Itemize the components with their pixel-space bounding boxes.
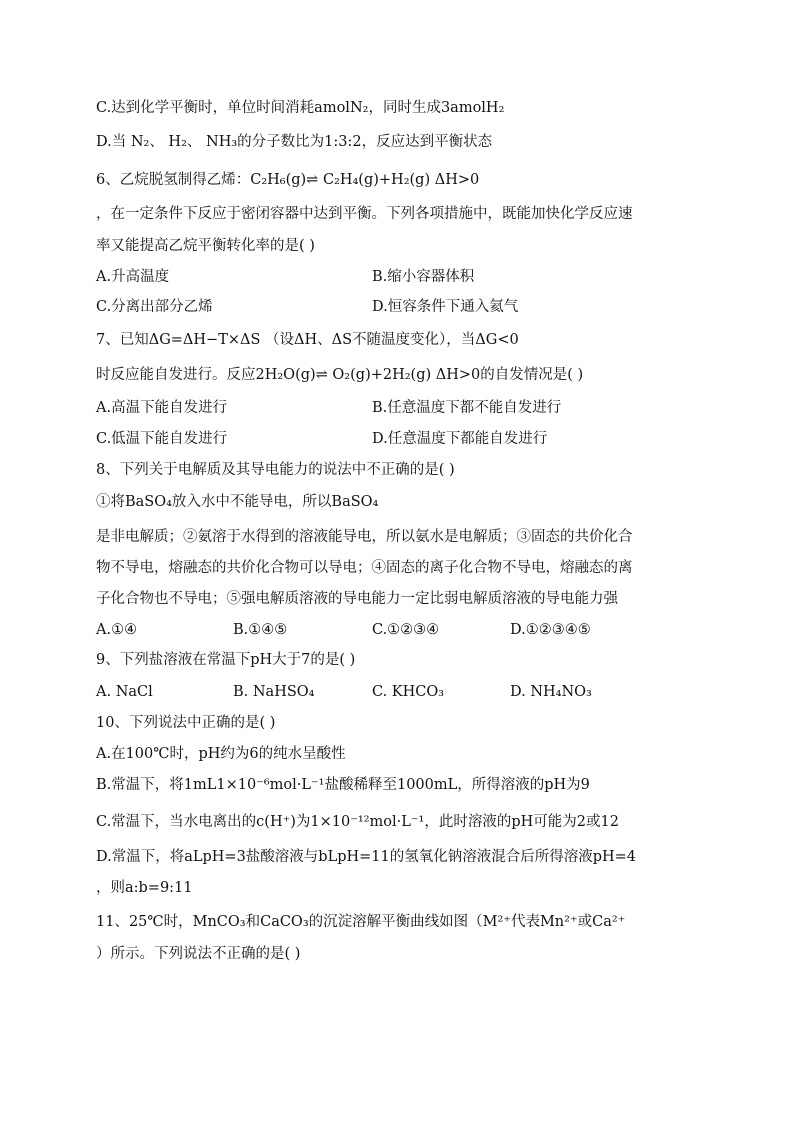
q8-statement-line-4: 子化合物也不导电；⑤强电解质溶液的导电能力一定比弱电解质溶液的导电能力强	[96, 591, 618, 607]
q6-option-d: D.恒容条件下通入氦气	[372, 299, 519, 315]
q10-option-d-line-1: D.常温下，将aLpH=3盐酸溶液与bLpH=11的氢氧化钠溶液混合后所得溶液pH=4	[96, 849, 637, 865]
q11-stem-line-1: 11、25℃时，MnCO₃和CaCO₃的沉淀溶解平衡曲线如图（M²⁺代表Mn²⁺或Ca²⁺	[96, 914, 626, 930]
q9-stem: 9、下列盐溶液在常温下pH大于7的是( )	[96, 652, 356, 668]
q8-option-c: C.①②③④	[372, 622, 440, 638]
q5-option-c: C.达到化学平衡时，单位时间消耗amolN₂，同时生成3amolH₂	[96, 100, 505, 116]
q5-option-d: D.当 N₂、 H₂、 NH₃的分子数比为1:3:2，反应达到平衡状态	[96, 134, 493, 150]
q6-option-b: B.缩小容器体积	[372, 269, 475, 285]
q10-stem: 10、下列说法中正确的是( )	[96, 715, 276, 731]
q8-option-d: D.①②③④⑤	[510, 622, 591, 638]
q6-stem-line-1: 6、乙烷脱氢制得乙烯：C₂H₆(g)⇌ C₂H₄(g)+H₂(g) ΔH>0	[96, 172, 480, 188]
q8-option-a: A.①④	[96, 622, 138, 638]
q7-option-c: C.低温下能自发进行	[96, 431, 228, 447]
q7-option-a: A.高温下能自发进行	[96, 400, 228, 416]
q11-stem-line-2: ）所示。下列说法不正确的是( )	[96, 946, 301, 962]
q8-statement-line-2: 是非电解质；②氨溶于水得到的溶液能导电，所以氨水是电解质；③固态的共价化合	[96, 529, 633, 545]
q10-option-a: A.在100℃时，pH约为6的纯水呈酸性	[96, 746, 346, 762]
q7-stem-line-1: 7、已知ΔG=ΔH−T×ΔS （设ΔH、ΔS不随温度变化），当ΔG<0	[96, 332, 519, 348]
q8-stem: 8、下列关于电解质及其导电能力的说法中不正确的是( )	[96, 462, 455, 478]
q8-statement-line-3: 物不导电，熔融态的共价化合物可以导电；④固态的离子化合物不导电，熔融态的离	[96, 560, 633, 576]
q10-option-b: B.常温下，将1mL1×10⁻⁶mol·L⁻¹盐酸稀释至1000mL，所得溶液的pH为9	[96, 777, 590, 793]
q6-option-c: C.分离出部分乙烯	[96, 299, 213, 315]
q6-option-a: A.升高温度	[96, 269, 170, 285]
q8-option-b: B.①④⑤	[233, 622, 288, 638]
q8-statement-line-1: ①将BaSO₄放入水中不能导电，所以BaSO₄	[96, 494, 379, 510]
q6-stem-line-2: ，在一定条件下反应于密闭容器中达到平衡。下列各项措施中，既能加快化学反应速	[96, 206, 633, 222]
q6-stem-line-3: 率又能提高乙烷平衡转化率的是( )	[96, 238, 315, 254]
q10-option-c: C.常温下，当水电离出的c(H⁺)为1×10⁻¹²mol·L⁻¹，此时溶液的pH可能为2或12	[96, 814, 619, 830]
q9-option-b: B. NaHSO₄	[233, 684, 315, 700]
q9-option-d: D. NH₄NO₃	[510, 684, 592, 700]
q10-option-d-line-2: ，则a:b=9:11	[96, 880, 193, 896]
q9-option-c: C. KHCO₃	[372, 684, 445, 700]
q9-option-a: A. NaCl	[96, 684, 153, 700]
q7-option-b: B.任意温度下都不能自发进行	[372, 400, 562, 416]
q7-option-d: D.任意温度下都能自发进行	[372, 431, 548, 447]
q7-stem-line-2: 时反应能自发进行。反应2H₂O(g)⇌ O₂(g)+2H₂(g) ΔH>0的自发情况是( )	[96, 367, 584, 383]
